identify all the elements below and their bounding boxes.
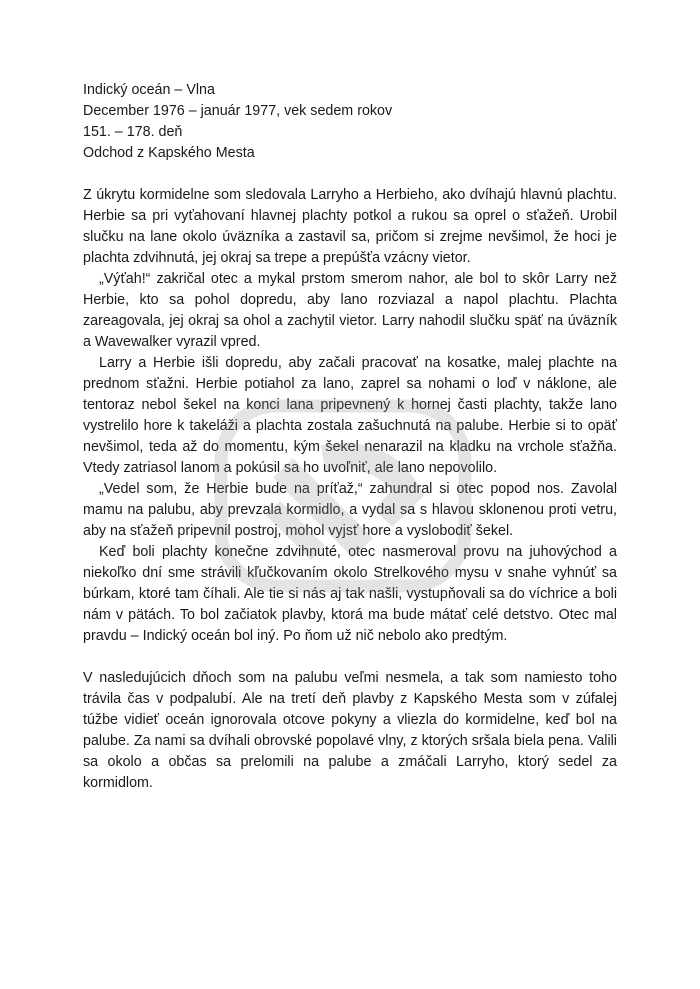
- paragraph: „Vedel som, že Herbie bude na príťaž,“ zahundral si otec popod nos. Zavolal mamu na palubu, aby prevzala kormidlo, a vydal sa s hlavou sklonenou proti vetru, aby na sťažeň pripevnil postroj, mohol vyjsť hore a vyslobodiť šekel.: [83, 481, 617, 539]
- spacer: [83, 164, 617, 185]
- chapter-subtitle: Odchod z Kapského Mesta: [83, 145, 255, 161]
- paragraph: „Výťah!“ zakričal otec a mykal prstom smerom nahor, ale bol to skôr Larry než Herbie, kto sa pohol dopredu, aby lano rozviazal a napol plachtu. Plachta zareagovala, jej okraj sa ohol a zachytil vietor. Larry nahodil slučku späť na úväzník a Wavewalker vyrazil vpred.: [83, 271, 617, 350]
- paragraph: Larry a Herbie išli dopredu, aby začali pracovať na kosatke, malej plachte na prednom sťažni. Herbie potiahol za lano, zaprel sa nohami o loď v náklone, ale tentoraz nebol šekel na konci lana pripevnený k hornej časti plachty, takže lano vystrelilo hore k takeláži a plachta zostala zašuchnutá na palube. Herbie si to opäť nevšimol, teda až do momentu, kým šekel nenarazil na kladku na vrchole sťažňa. Vtedy zatriasol lanom a pokúsil sa ho uvoľniť, ale lano nepovolilo.: [83, 355, 617, 476]
- chapter-days: 151. – 178. deň: [83, 124, 183, 140]
- document-page: [83, 80, 617, 794]
- chapter-title: Indický oceán – Vlna: [83, 82, 215, 98]
- chapter-header: [83, 80, 617, 164]
- paragraph: V nasledujúcich dňoch som na palubu veľmi nesmela, a tak som namiesto toho trávila čas v podpalubí. Ale na tretí deň plavby z Kapského Mesta som v zúfalej túžbe vidieť oceán ignorovala otcove pokyny a vliezla do kormidelne, keď bol na palube. Za nami sa dvíhali obrovské popolavé vlny, z ktorých sršala biela pena. Valili sa okolo a občas sa prelomili na palube a zmáčali Larryho, ktorý sedel za kormidlom.: [83, 670, 617, 791]
- chapter-date: December 1976 – január 1977, vek sedem rokov: [83, 103, 393, 119]
- paragraph: Keď boli plachty konečne zdvihnuté, otec nasmeroval provu na juhovýchod a niekoľko dní sme strávili kľučkovaním okolo Strelkového mysu v snahe vyhnúť sa búrkam, ktoré tam číhali. Ale tie si nás aj tak našli, vystupňovali sa do víchrice a boli nám v pätách. To bol začiatok plavby, ktorá ma bude mátať celé detstvo. Otec mal pravdu – Indický oceán bol iný. Po ňom už nič nebolo ako predtým.: [83, 544, 617, 644]
- paragraph: Z úkrytu kormidelne som sledovala Larryho a Herbieho, ako dvíhajú hlavnú plachtu. Herbie sa pri vyťahovaní hlavnej plachty potkol a rukou sa oprel o sťažeň. Urobil slučku na lane okolo úväzníka a zastavil sa, pričom si zrejme nevšimol, že hoci je plachta zdvihnutá, jej okraj sa trepe a prepúšťa vzácny vietor.: [83, 187, 617, 266]
- spacer: [83, 647, 617, 668]
